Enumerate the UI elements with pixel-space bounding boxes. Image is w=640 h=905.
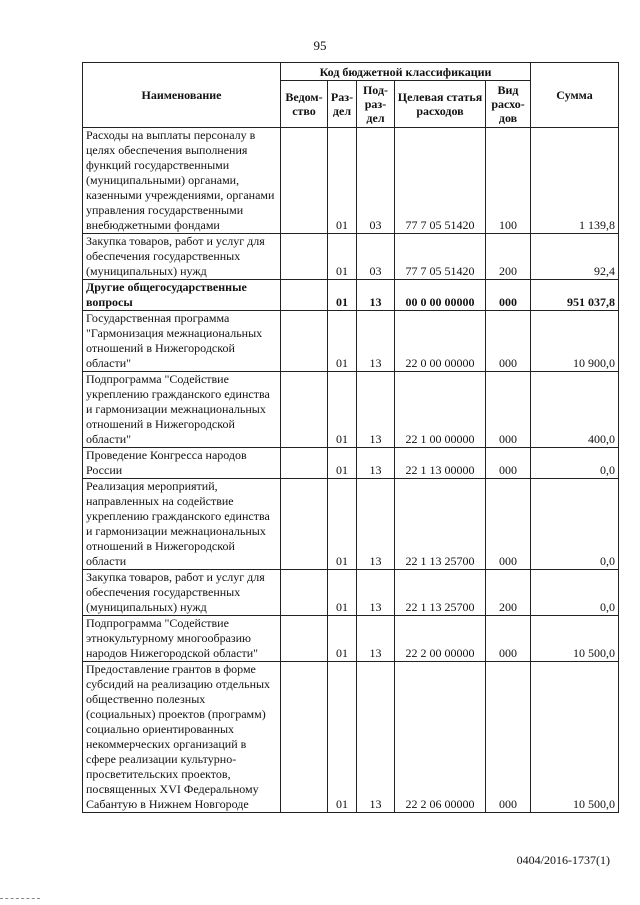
cell-vid: 000 <box>486 372 531 448</box>
cell-razdel: 01 <box>328 128 357 234</box>
cell-sum: 1 139,8 <box>531 128 619 234</box>
cell-vedomstvo <box>281 128 328 234</box>
cell-sum: 10 500,0 <box>531 616 619 662</box>
header-podrazdel: Под-раз-дел <box>357 81 395 128</box>
cell-razdel: 01 <box>328 234 357 280</box>
cell-vedomstvo <box>281 372 328 448</box>
cell-name: Закупка товаров, работ и услуг для обеспечения государственных (муниципальных) нужд <box>83 570 281 616</box>
table-body <box>83 128 619 813</box>
cell-podrazdel: 13 <box>357 616 395 662</box>
cell-vid: 000 <box>486 662 531 813</box>
page-edge-mark <box>0 898 40 901</box>
header-target: Целевая статья расходов <box>395 81 486 128</box>
page-number: 95 <box>313 38 327 53</box>
cell-name: Предоставление грантов в форме субсидий на реализацию отдельных общественно полезных (социальных) проектов (программ) социально ориентированных некоммерческих организаций в сфере реализации культурно-просветительских проектов, посвященных XVI Федеральному Сабантую в Нижнем Новгороде <box>83 662 281 813</box>
cell-podrazdel: 03 <box>357 234 395 280</box>
cell-podrazdel: 13 <box>357 280 395 311</box>
cell-sum: 951 037,8 <box>531 280 619 311</box>
cell-target: 00 0 00 00000 <box>395 280 486 311</box>
cell-razdel: 01 <box>328 280 357 311</box>
cell-vedomstvo <box>281 479 328 570</box>
cell-razdel: 01 <box>328 662 357 813</box>
cell-razdel: 01 <box>328 616 357 662</box>
cell-target: 22 1 13 25700 <box>395 570 486 616</box>
cell-podrazdel: 13 <box>357 311 395 372</box>
cell-target: 22 0 00 00000 <box>395 311 486 372</box>
cell-sum: 0,0 <box>531 448 619 479</box>
table-row <box>83 372 619 448</box>
cell-target: 22 1 13 25700 <box>395 479 486 570</box>
cell-target: 77 7 05 51420 <box>395 234 486 280</box>
cell-vid: 200 <box>486 570 531 616</box>
cell-sum: 0,0 <box>531 570 619 616</box>
cell-target: 77 7 05 51420 <box>395 128 486 234</box>
cell-razdel: 01 <box>328 570 357 616</box>
table-row <box>83 616 619 662</box>
table-row <box>83 570 619 616</box>
cell-name: Проведение Конгресса народов России <box>83 448 281 479</box>
cell-target: 22 2 00 00000 <box>395 616 486 662</box>
cell-vedomstvo <box>281 616 328 662</box>
table-header <box>83 63 619 128</box>
cell-vid: 000 <box>486 479 531 570</box>
cell-podrazdel: 13 <box>357 570 395 616</box>
cell-sum: 400,0 <box>531 372 619 448</box>
table-row <box>83 234 619 280</box>
cell-name: Подпрограмма "Содействие укреплению гражданского единства и гармонизации межнациональных отношений в Нижегородской области" <box>83 372 281 448</box>
cell-vedomstvo <box>281 662 328 813</box>
header-sum: Сумма <box>531 63 619 128</box>
table-row <box>83 479 619 570</box>
header-classification-group: Код бюджетной классификации <box>281 63 531 81</box>
table-row <box>83 662 619 813</box>
document-code: 0404/2016-1737(1) <box>516 853 610 867</box>
cell-vedomstvo <box>281 311 328 372</box>
cell-name: Расходы на выплаты персоналу в целях обеспечения выполнения функций государственными (муниципальными) органами, казенными учреждениями, органами управления государственными внебюджетными фондами <box>83 128 281 234</box>
cell-vid: 000 <box>486 616 531 662</box>
cell-name: Закупка товаров, работ и услуг для обеспечения государственных (муниципальных) нужд <box>83 234 281 280</box>
cell-vid: 000 <box>486 280 531 311</box>
cell-target: 22 1 00 00000 <box>395 372 486 448</box>
cell-vid: 100 <box>486 128 531 234</box>
header-name: Наименование <box>83 63 281 128</box>
header-razdel: Раз-дел <box>328 81 357 128</box>
cell-target: 22 1 13 00000 <box>395 448 486 479</box>
budget-table <box>82 62 619 813</box>
cell-target: 22 2 06 00000 <box>395 662 486 813</box>
cell-razdel: 01 <box>328 448 357 479</box>
cell-vid: 000 <box>486 311 531 372</box>
cell-vid: 000 <box>486 448 531 479</box>
table-row <box>83 280 619 311</box>
cell-vedomstvo <box>281 280 328 311</box>
cell-name: Другие общегосударственные вопросы <box>83 280 281 311</box>
cell-podrazdel: 13 <box>357 479 395 570</box>
cell-podrazdel: 13 <box>357 372 395 448</box>
cell-podrazdel: 13 <box>357 448 395 479</box>
cell-podrazdel: 03 <box>357 128 395 234</box>
cell-razdel: 01 <box>328 479 357 570</box>
cell-vedomstvo <box>281 570 328 616</box>
cell-name: Государственная программа "Гармонизация межнациональных отношений в Нижегородской области" <box>83 311 281 372</box>
cell-sum: 10 900,0 <box>531 311 619 372</box>
cell-podrazdel: 13 <box>357 662 395 813</box>
table-row <box>83 128 619 234</box>
table-row <box>83 311 619 372</box>
cell-sum: 92,4 <box>531 234 619 280</box>
cell-sum: 0,0 <box>531 479 619 570</box>
cell-vedomstvo <box>281 234 328 280</box>
cell-razdel: 01 <box>328 311 357 372</box>
header-vedomstvo: Ведом-ство <box>281 81 328 128</box>
cell-name: Подпрограмма "Содействие этнокультурному многообразию народов Нижегородской области" <box>83 616 281 662</box>
header-vid: Вид расхо-дов <box>486 81 531 128</box>
cell-vedomstvo <box>281 448 328 479</box>
cell-sum: 10 500,0 <box>531 662 619 813</box>
cell-name: Реализация мероприятий, направленных на содействие укреплению гражданского единства и гармонизации межнациональных отношений в Нижегородской области <box>83 479 281 570</box>
table-row <box>83 448 619 479</box>
cell-vid: 200 <box>486 234 531 280</box>
cell-razdel: 01 <box>328 372 357 448</box>
